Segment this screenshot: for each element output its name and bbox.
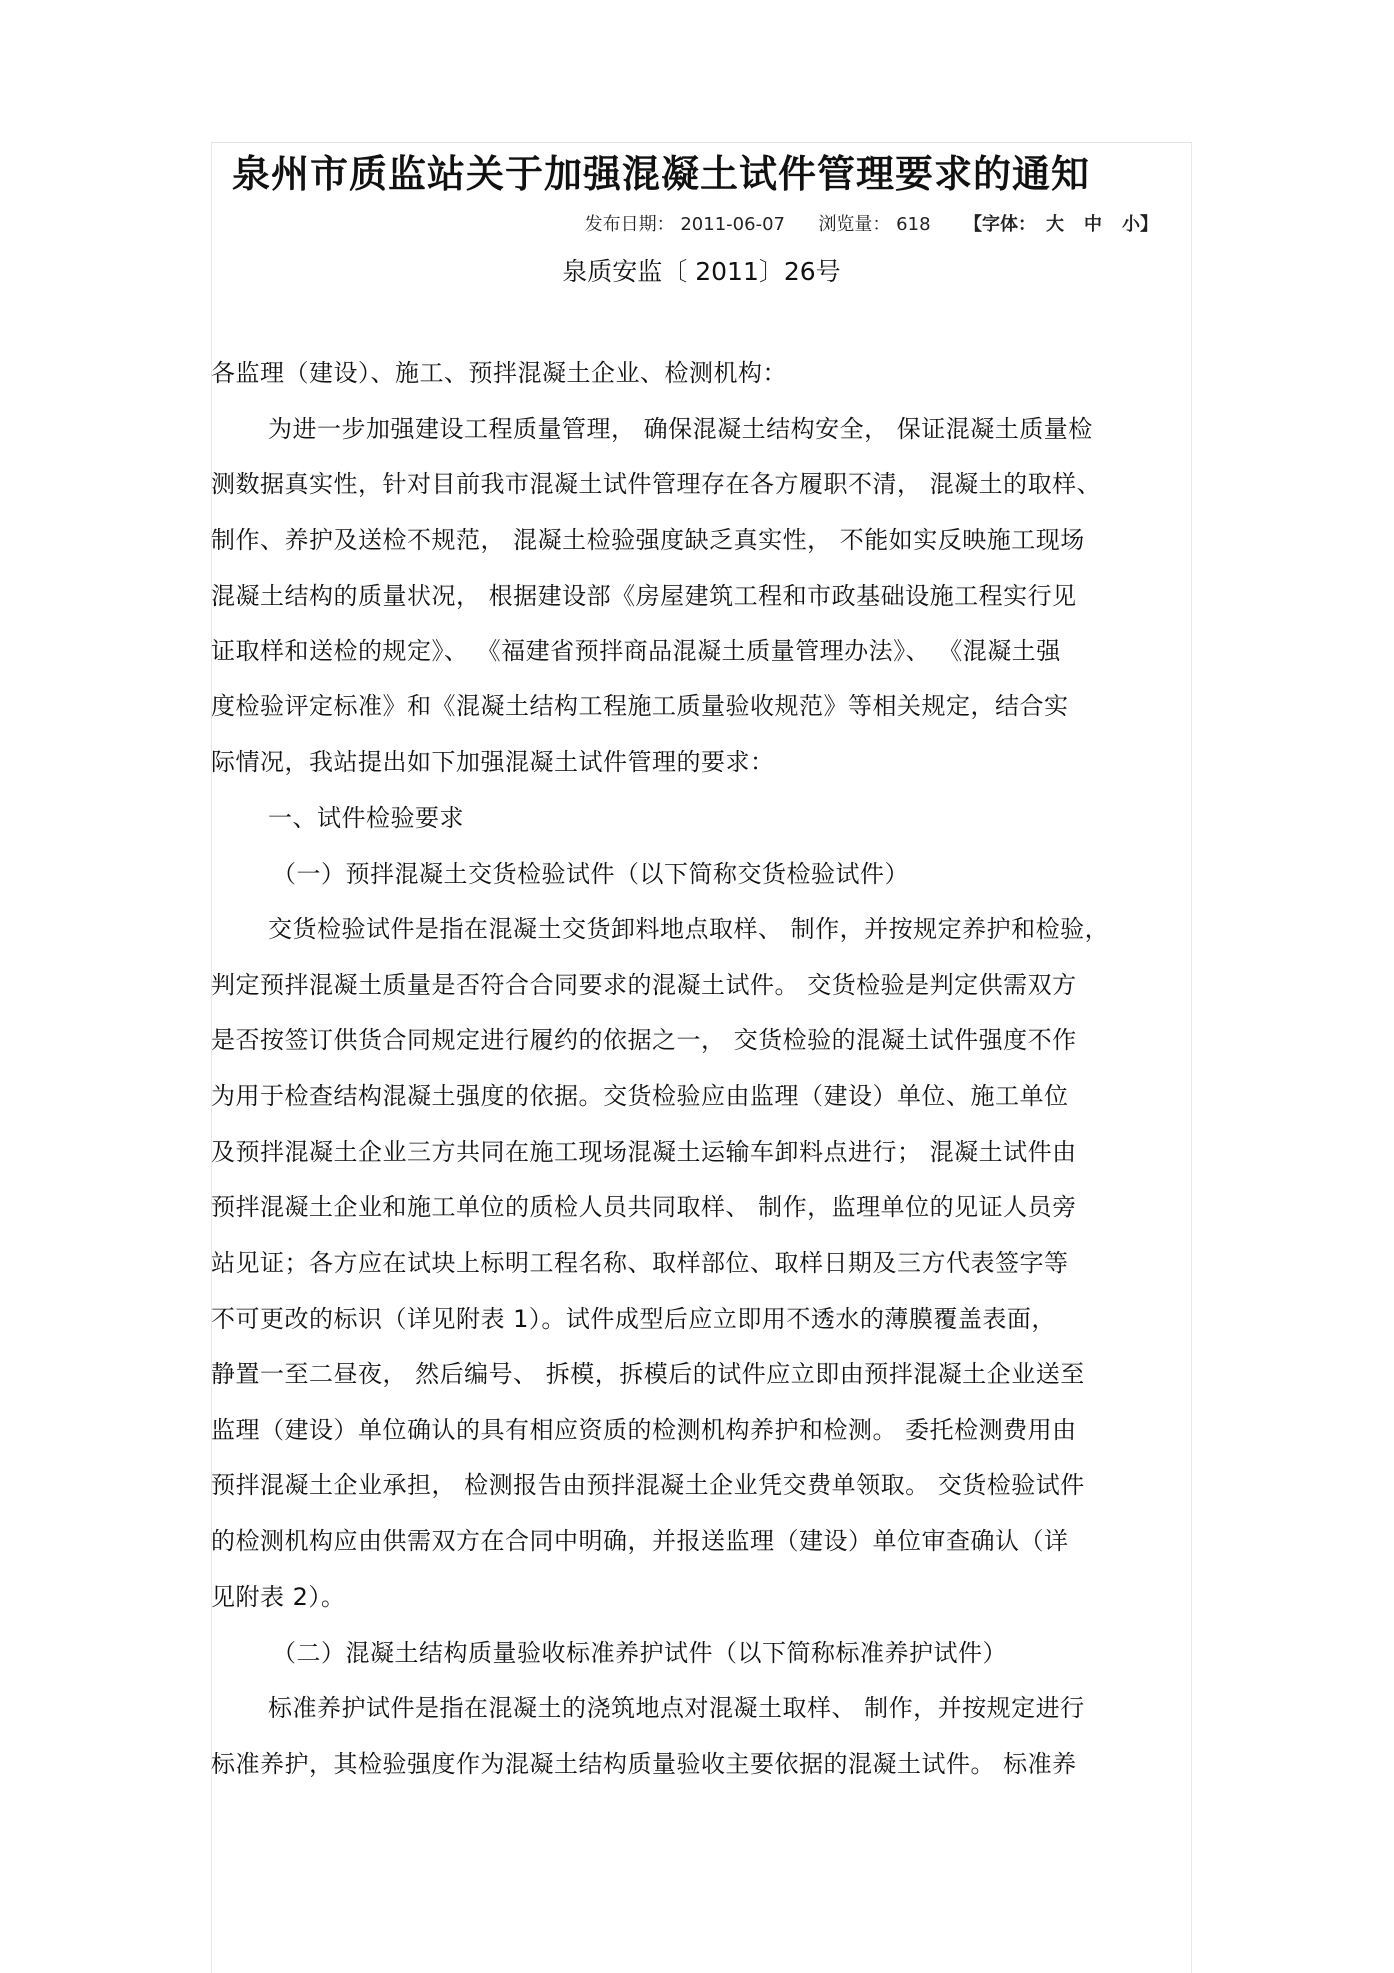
body-line: 度检验评定标准》和《混凝土结构工程施工质量验收规范》等相关规定，结合实 <box>211 692 1069 720</box>
body-line: 为用于检查结构混凝土强度的依据。交货检验应由监理（建设）单位、施工单位 <box>211 1082 1069 1110</box>
body-line: 际情况，我站提出如下加强混凝土试件管理的要求： <box>211 748 775 776</box>
font-size-label: 【字体： <box>964 214 1036 235</box>
body-line: 为进一步加强建设工程质量管理， 确保混凝土结构安全， 保证混凝土质量检 <box>268 415 1093 443</box>
subsection-heading: （一）预拌混凝土交货检验试件（以下简称交货检验试件） <box>272 860 909 888</box>
body-line: 标准养护，其检验强度作为混凝土结构质量验收主要依据的混凝土试件。 标准养 <box>211 1750 1077 1778</box>
body-line: 标准养护试件是指在混凝土的浇筑地点对混凝土取样、 制作，并按规定进行 <box>268 1694 1085 1722</box>
article-meta <box>585 212 1168 238</box>
body-line: 混凝土结构的质量状况， 根据建设部《房屋建筑工程和市政基础设施工程实行见 <box>211 582 1077 610</box>
publish-date: 2011-06-07 <box>680 214 785 235</box>
body-line: 的检测机构应由供需双方在合同中明确，并报送监理（建设）单位审查确认（详 <box>211 1527 1069 1555</box>
body-line: 预拌混凝土企业承担， 检测报告由预拌混凝土企业凭交费单领取。 交货检验试件 <box>211 1471 1085 1499</box>
publish-date-label: 发布日期： <box>584 214 675 235</box>
body-line: 不可更改的标识（详见附表 1）。试件成型后应立即用不透水的薄膜覆盖表面， <box>211 1305 1056 1333</box>
font-size-large-button[interactable]: 大 <box>1046 214 1064 235</box>
body-line: 及预拌混凝土企业三方共同在施工现场混凝土运输车卸料点进行； 混凝土试件由 <box>211 1138 1077 1166</box>
body-line: 见附表 2）。 <box>211 1583 346 1611</box>
font-size-medium-button[interactable]: 中 <box>1084 214 1102 235</box>
body-line: 监理（建设）单位确认的具有相应资质的检测机构养护和检测。 委托检测费用由 <box>211 1416 1077 1444</box>
body-line: 交货检验试件是指在混凝土交货卸料地点取样、 制作，并按规定养护和检验， <box>268 915 1110 943</box>
body-line: 制作、养护及送检不规范， 混凝土检验强度缺乏真实性， 不能如实反映施工现场 <box>211 526 1085 554</box>
body-line: 预拌混凝土企业和施工单位的质检人员共同取样、 制作，监理单位的见证人员旁 <box>211 1193 1077 1221</box>
font-size-control <box>964 214 1168 235</box>
views-label: 浏览量： <box>818 214 891 235</box>
document-number: 泉质安监〔 2011〕26号 <box>562 257 841 286</box>
page-title: 泉州市质监站关于加强混凝土试件管理要求的通知 <box>232 152 1091 196</box>
body-line: 各监理（建设）、施工、预拌混凝土企业、检测机构： <box>211 359 787 387</box>
body-line: 站见证；各方应在试块上标明工程名称、取样部位、取样日期及三方代表签字等 <box>211 1249 1069 1277</box>
section-heading: 一、试件检验要求 <box>268 804 464 832</box>
views-count: 618 <box>896 214 931 235</box>
subsection-heading: （二）混凝土结构质量验收标准养护试件（以下简称标准养护试件） <box>272 1639 1007 1667</box>
font-size-small-button[interactable]: 小】 <box>1122 214 1158 235</box>
body-line: 判定预拌混凝土质量是否符合合同要求的混凝土试件。 交货检验是判定供需双方 <box>211 971 1077 999</box>
body-line: 是否按签订供货合同规定进行履约的依据之一， 交货检验的混凝土试件强度不作 <box>211 1026 1077 1054</box>
body-line: 测数据真实性，针对目前我市混凝土试件管理存在各方履职不清， 混凝土的取样、 <box>211 470 1102 498</box>
body-line: 证取样和送检的规定》、 《福建省预拌商品混凝土质量管理办法》、 《混凝土强 <box>211 637 1061 665</box>
body-line: 静置一至二昼夜， 然后编号、 拆模，拆模后的试件应立即由预拌混凝土企业送至 <box>211 1360 1085 1388</box>
